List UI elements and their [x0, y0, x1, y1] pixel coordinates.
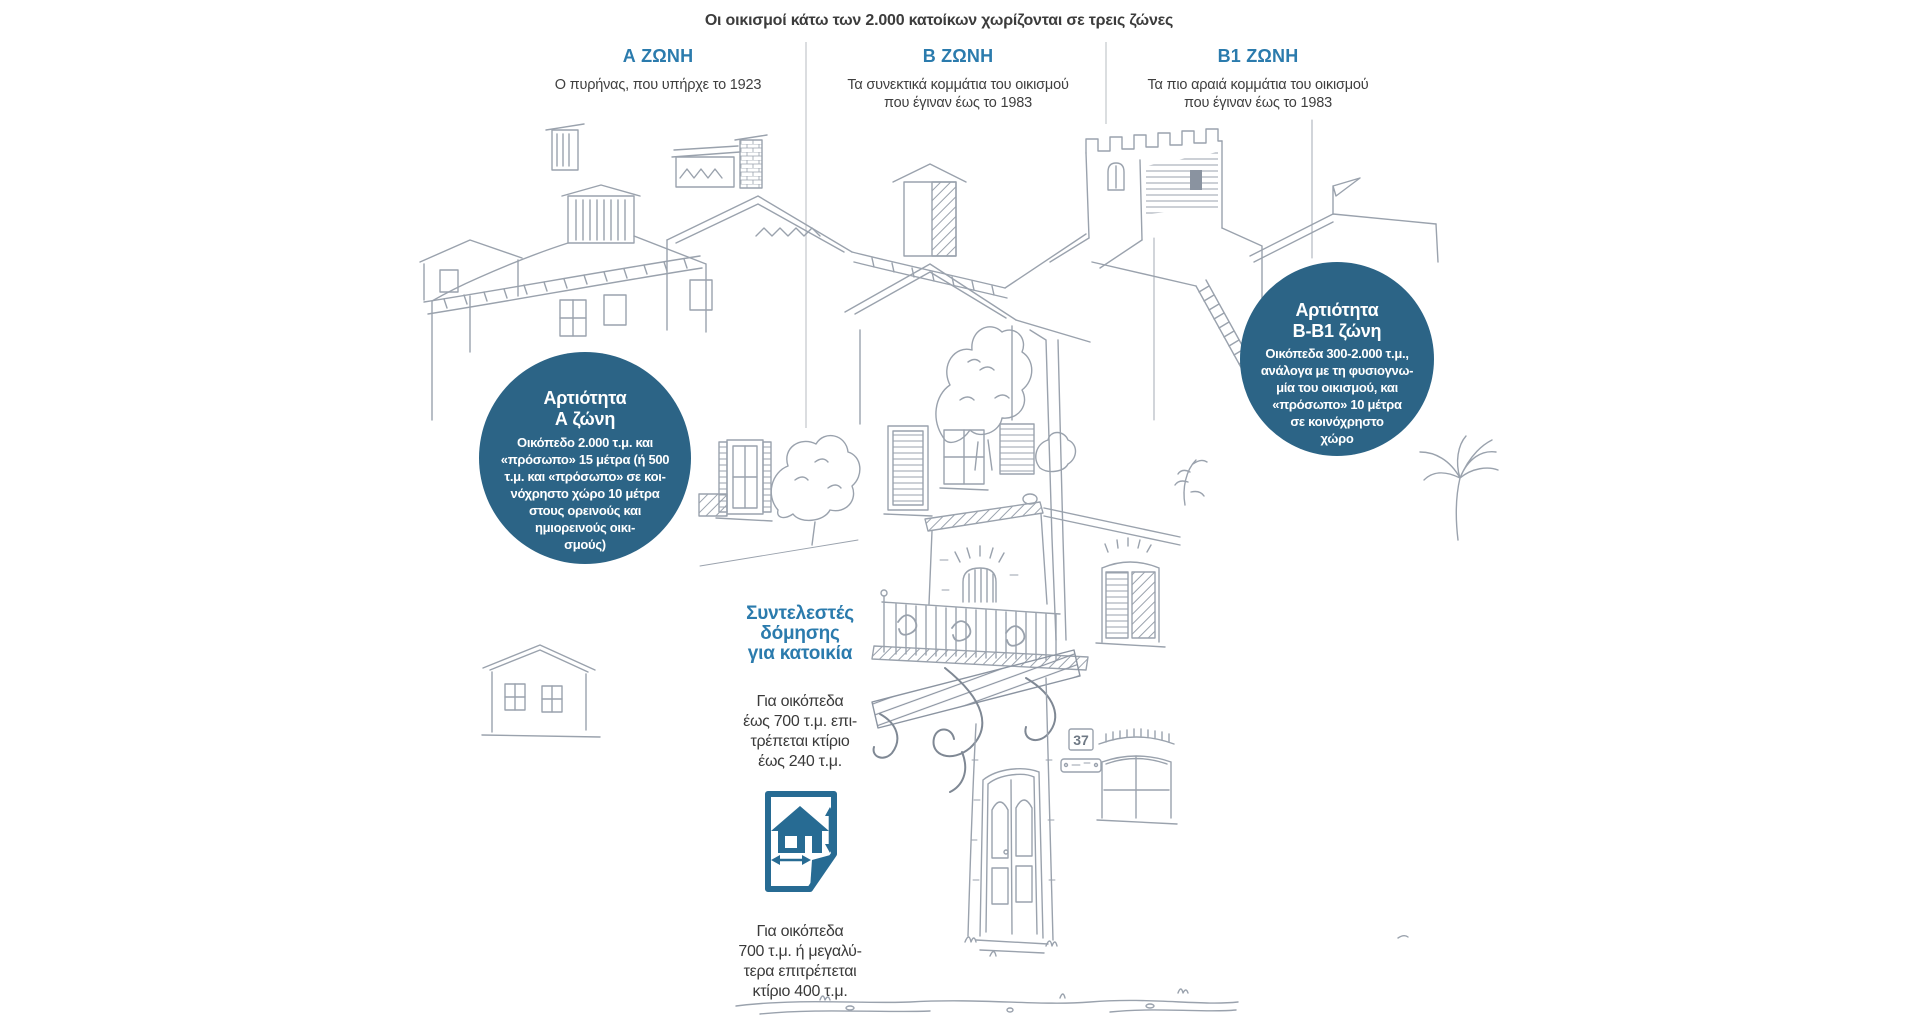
coefficients-heading-line: Συντελεστές — [746, 603, 854, 624]
badge-a-title-line: Αρτιότητα — [543, 388, 627, 408]
rule-large-line: κτίριο 400 τ.μ. — [752, 983, 848, 1000]
zone-b1-name: Β1 ΖΩΝΗ — [1217, 46, 1299, 66]
page-title: Οι οικισμοί κάτω των 2.000 κατοίκων χωρίζονται σε τρεις ζώνες — [704, 12, 1174, 29]
adequacy-badge-zone-b-b1 — [1240, 262, 1434, 456]
coefficients-heading — [688, 604, 912, 664]
rule-large-plots — [688, 922, 912, 1002]
badge-b-body-line: «πρόσωπο» 10 μέτρα — [1272, 397, 1402, 412]
adequacy-badge-zone-a — [479, 352, 691, 564]
badge-b-title-line: Αρτιότητα — [1295, 300, 1379, 320]
zone-b-desc-line: Τα συνεκτικά κομμάτια του οικισμού — [847, 77, 1069, 93]
badge-b-title-line: Β-Β1 ζώνη — [1292, 321, 1382, 341]
badge-a-body-line: τ.μ. και «πρόσωπο» σε κοι- — [504, 469, 666, 484]
badge-b-body-line: σε κοινόχρηστο — [1290, 414, 1384, 429]
rule-large-line: Για οικόπεδα — [756, 923, 844, 940]
badge-a-body-line: σμούς) — [564, 537, 606, 552]
badge-a-title-line: Α ζώνη — [554, 409, 616, 429]
zone-b-name: Β ΖΩΝΗ — [922, 46, 994, 66]
rule-small-line: Για οικόπεδα — [756, 693, 844, 710]
house-dimensions-document-icon — [761, 790, 841, 893]
badge-b-body-line: ανάλογα με τη φυσιογνω- — [1260, 363, 1414, 378]
rule-large-line: τερα επιτρέπεται — [743, 963, 857, 980]
zone-b1-desc-line: που έγιναν έως το 1983 — [1184, 95, 1332, 111]
badge-b-body-line: Οικόπεδα 300-2.000 τ.μ., — [1265, 346, 1409, 361]
zone-a-desc-line: Ο πυρήνας, που υπήρχε το 1923 — [554, 77, 762, 93]
badge-a-body-line: ημιορεινούς οικι- — [534, 520, 636, 535]
rule-large-line: 700 τ.μ. ή μεγαλύ- — [738, 943, 862, 960]
badge-b-body-line: χώρο — [1320, 431, 1354, 446]
rule-small-line: έως 240 τ.μ. — [758, 753, 842, 770]
zone-b1-desc-line: Τα πιο αραιά κομμάτια του οικισμού — [1147, 77, 1369, 93]
house-number-sign: 37 — [1073, 732, 1089, 748]
rule-small-plots — [688, 692, 912, 772]
badge-b-body-line: μία του οικισμού, και — [1276, 380, 1398, 395]
rule-small-line: έως 700 τ.μ. επι- — [743, 713, 857, 730]
badge-a-body-line: «πρόσωπο» 15 μέτρα (ή 500 — [500, 452, 670, 467]
badge-a-body-line: στους ορεινούς και — [528, 503, 642, 518]
zone-a-name: Α ΖΩΝΗ — [622, 46, 694, 66]
sketch-mid-buildings — [667, 135, 1090, 470]
coefficients-heading-line: δόμησης — [760, 623, 840, 644]
coefficients-heading-line: για κατοικία — [747, 643, 853, 664]
badge-a-body-line: νόχρηστο χώρο 10 μέτρα — [510, 486, 660, 501]
rule-small-line: τρέπεται κτίριο — [750, 733, 850, 750]
badge-a-body-line: Οικόπεδο 2.000 τ.μ. και — [517, 435, 653, 450]
zone-b-desc-line: που έγιναν έως το 1983 — [884, 95, 1032, 111]
